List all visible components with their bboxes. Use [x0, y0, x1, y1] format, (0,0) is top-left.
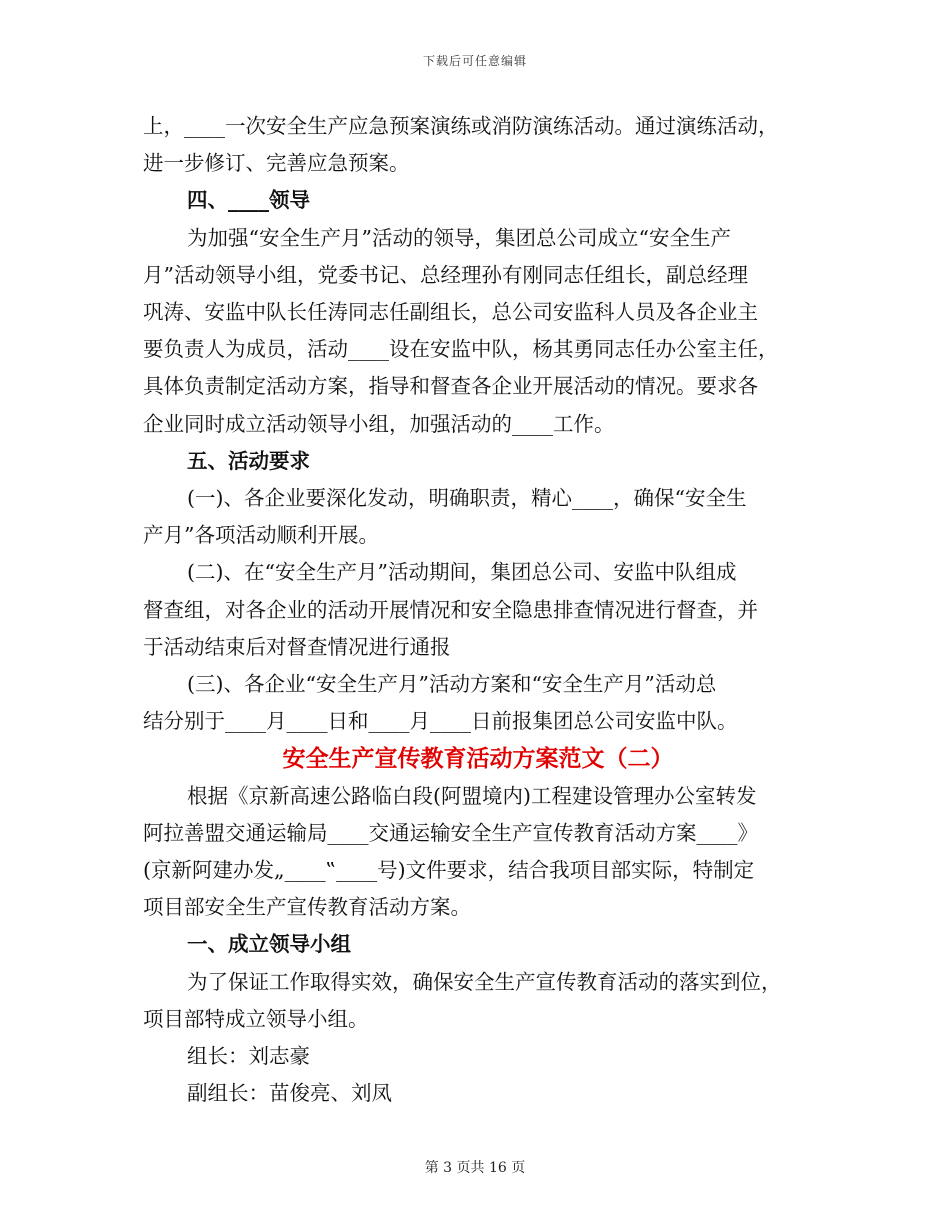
text-line: 结分别于____月____日和____月____日前报集团总公司安监中队。	[143, 709, 738, 734]
text-line: 具体负责制定活动方案，指导和督查各企业开展活动的情况。要求各	[143, 374, 758, 399]
text-line: (京新阿建办发„____‟____号)文件要求，结合我项目部实际，特制定	[143, 858, 755, 883]
text-line: 要负责人为成员，活动____设在安监中队，杨其勇同志任办公室主任，	[143, 337, 779, 362]
text-line: (二)、在“安全生产月”活动期间，集团总公司、安监中队组成	[187, 560, 737, 585]
text-line: 督查组，对各企业的活动开展情况和安全隐患排查情况进行督查，并	[143, 597, 758, 622]
section-heading: 五、活动要求	[187, 448, 310, 473]
text-line: 项目部特成立领导小组。	[143, 1006, 369, 1031]
text-line: 月”活动领导小组，党委书记、总经理孙有刚同志任组长，副总经理	[143, 262, 748, 287]
document-body	[143, 108, 813, 1112]
page-footer: 第 3 页共 16 页	[424, 1160, 526, 1176]
text-line: 产月”各项活动顺利开展。	[143, 523, 379, 548]
text-line: (一)、各企业要深化发动，明确职责，精心____，确保“安全生	[187, 486, 747, 511]
section-heading: 四、____领导	[187, 188, 310, 213]
section-heading: 一、成立领导小组	[187, 932, 351, 957]
page-header: 下载后可任意编辑	[422, 54, 527, 68]
text-line: 企业同时成立活动领导小组，加强活动的____工作。	[143, 411, 615, 436]
text-line: 阿拉善盟交通运输局____交通运输安全生产宣传教育活动方案____》	[143, 820, 758, 845]
text-line: 为加强“安全生产月”活动的领导，集团总公司成立“安全生产	[187, 225, 731, 250]
text-line: 组长：刘志豪	[187, 1044, 310, 1069]
section-title: 安全生产宣传教育活动方案范文（二）	[282, 745, 674, 773]
text-line: 进一步修订、完善应急预案。	[143, 151, 410, 176]
text-line: 为了保证工作取得实效，确保安全生产宣传教育活动的落实到位，	[187, 969, 782, 994]
text-line: 上，____一次安全生产应急预案演练或消防演练活动。通过演练活动，	[143, 114, 779, 138]
text-line: 巩涛、安监中队长任涛同志任副组长，总公司安监科人员及各企业主	[143, 300, 758, 325]
text-line: 根据《京新高速公路临白段(阿盟境内)工程建设管理办公室转发	[187, 783, 757, 808]
text-line: 项目部安全生产宣传教育活动方案。	[143, 895, 471, 920]
text-line: 副组长：苗俊亮、刘凤	[187, 1081, 392, 1106]
text-line: 于活动结束后对督查情况进行通报	[143, 634, 451, 659]
text-line: (三)、各企业“安全生产月”活动方案和“安全生产月”活动总	[187, 672, 717, 697]
